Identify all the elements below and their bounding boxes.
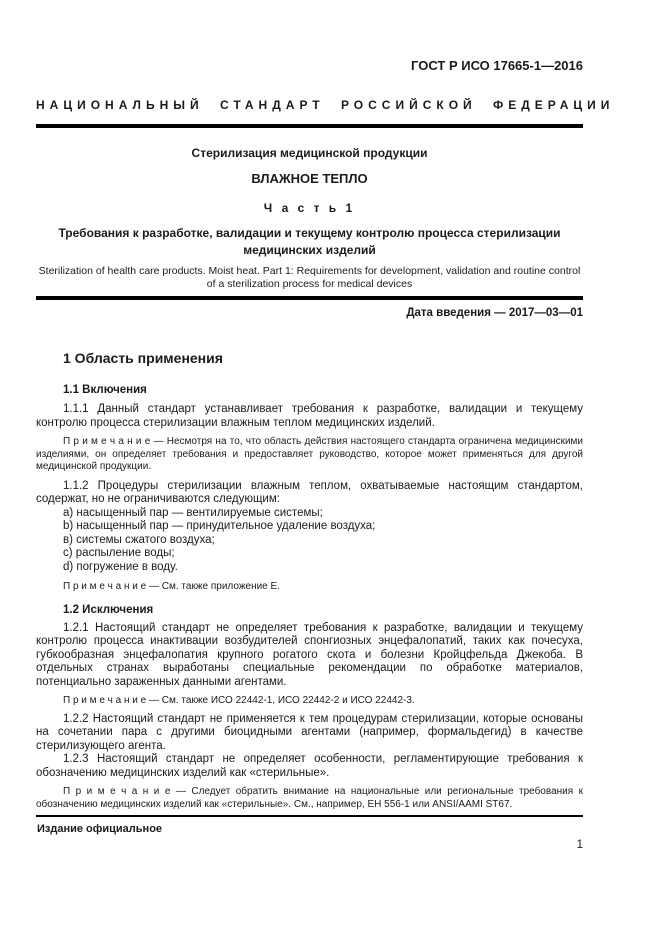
title-moist-heat: ВЛАЖНОЕ ТЕПЛО	[251, 171, 368, 186]
header-rule	[36, 124, 583, 128]
subtitle-ru: Требования к разработке, валидации и текущему контролю процесса стерилизации медицинских изделий	[58, 226, 561, 257]
note-1-1-2: П р и м е ч а н и е — См. также приложение Е.	[63, 581, 280, 592]
section-1-1-heading: 1.1 Включения	[63, 384, 147, 396]
official-edition-label: Издание официальное	[37, 823, 163, 835]
effective-date: Дата введения — 2017—03—01	[406, 307, 583, 319]
list-item: a) насыщенный пар — вентилируемые системы;	[63, 506, 323, 519]
title-en: Sterilization of health care products. Moist heat. Part 1: Requirements for development, validation and routine control of a sterilization process for medical devices	[38, 265, 581, 290]
note-1-1-1: П р и м е ч а н и е — Несмотря на то, что область действия настоящего стандарта ограничена медицинскими изделиями, он определяет требования и предоставляет руководство, которое может применяться для другой медицинской продукции.	[36, 436, 583, 472]
title-rule	[36, 296, 583, 300]
title-ru: Стерилизация медицинской продукции	[191, 146, 428, 160]
doc-number: ГОСТ Р ИСО 17665-1—2016	[411, 58, 583, 73]
note-1-2-1: П р и м е ч а н и е — См. также ИСО 22442-1, ИСО 22442-2 и ИСО 22442-3.	[63, 695, 415, 706]
paragraph-1-1-1: 1.1.1 Данный стандарт устанавливает требования к разработке, валидации и текущему контролю процесса стерилизации влажным теплом медицинских изделий.	[36, 403, 583, 429]
page-number: 1	[576, 839, 583, 851]
list-item: c) распыление воды;	[63, 547, 175, 559]
paragraph-1-1-2: 1.1.2 Процедуры стерилизации влажным теплом, охватываемые настоящим стандартом, содержат, но не ограничиваются следующим:	[36, 479, 583, 505]
paragraph-1-2-1: 1.2.1 Настоящий стандарт не определяет требования к разработке, валидации и текущему контролю процесса инактивации возбудителей спонгиозных энцефалопатий, таких как почесуха, губкообразная энцефалопатия крупного рогатого скота и болезни Кройцфельда Джекоба. В отдельных странах выработаны специальные рекомендации по обработке материалов, потенциально зараженных данными агентами.	[36, 621, 583, 688]
section-1-heading: 1 Область применения	[63, 350, 223, 366]
paragraph-1-2-2: 1.2.2 Настоящий стандарт не применяется к тем процедурам стерилизации, которые основаны на сочетании пара с другими биоцидными агентами (например, формальдегид) в качестве стерилизующего агента.	[36, 712, 583, 752]
note-1-2-3: П р и м е ч а н и е — Следует обратить внимание на национальные или региональные требования к обозначению медицинских изделий как «стерильные». См., например, ЕН 556-1 или ANSI/AAMI ST67.	[36, 786, 583, 810]
footer-rule	[36, 815, 583, 817]
list-item: d) погружение в воду.	[63, 560, 178, 573]
section-1-2-heading: 1.2 Исключения	[63, 603, 154, 616]
list-item: b) насыщенный пар — принудительное удаление воздуха;	[63, 520, 376, 532]
national-standard-heading: НАЦИОНАЛЬНЫЙ СТАНДАРТ РОССИЙСКОЙ ФЕДЕРАЦИИ	[36, 98, 615, 112]
part-label: Ч а с т ь 1	[263, 201, 356, 215]
paragraph-1-2-3: 1.2.3 Настоящий стандарт не определяет особенности, регламентирующие требования к обозначению медицинских изделий как «стерильные».	[36, 753, 583, 779]
list-item: в) системы сжатого воздуха;	[63, 533, 215, 546]
